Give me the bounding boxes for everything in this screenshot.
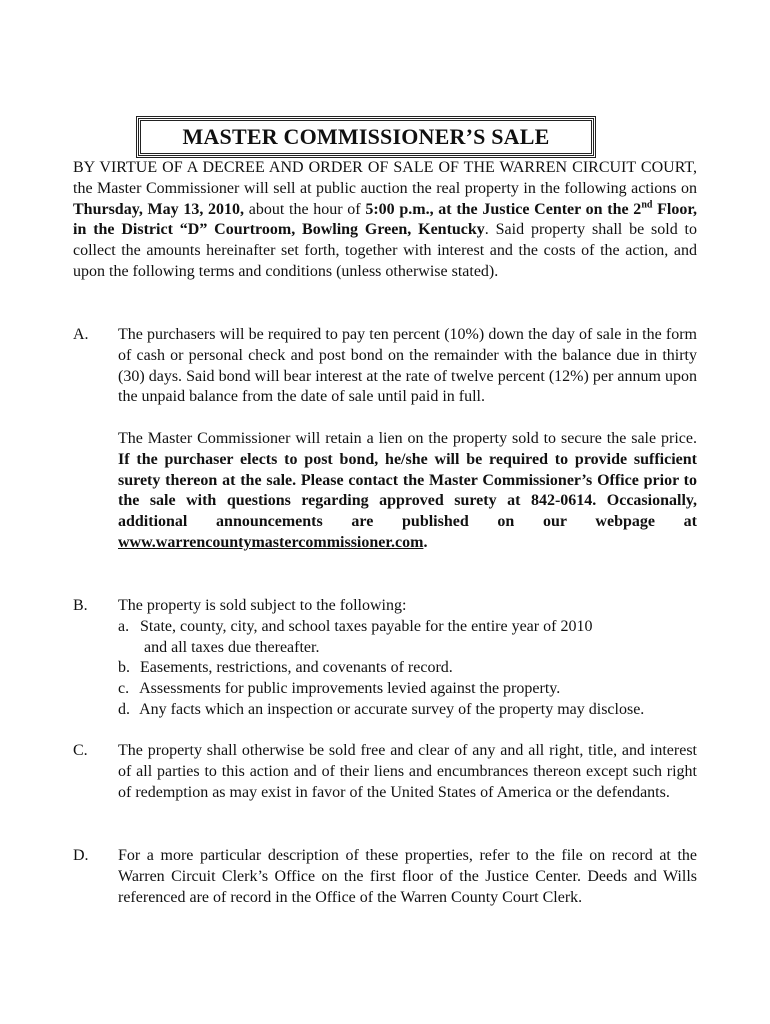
webpage-link[interactable]: www.warrencountymastercommissioner.com [118, 533, 424, 551]
floor-ordinal-suffix: nd [641, 199, 653, 211]
sub-text: Assessments for public improvements levied against the property. [139, 680, 561, 698]
section-b-item-b [118, 658, 697, 679]
intro-paragraph [73, 158, 697, 283]
page-title: MASTER COMMISSIONER’S SALE [182, 124, 550, 149]
section-a [73, 325, 697, 554]
section-b-item-a [118, 617, 697, 638]
section-a-p2-end: . [423, 533, 428, 551]
section-b-letter: B. [73, 597, 88, 614]
sub-text: Any facts which an inspection or accurate survey of the property may disclose. [139, 700, 645, 718]
sub-label: c. [118, 680, 130, 698]
section-a-letter: A. [73, 326, 89, 343]
section-c-letter: C. [73, 742, 88, 759]
sale-date: Thursday, May 13, 2010, [73, 200, 245, 218]
section-b-item-d [118, 700, 697, 721]
intro-text-2: about the hour of [244, 200, 366, 218]
sale-time-location-1: 5:00 p.m., at the Justice Center on the 2 [365, 200, 642, 218]
section-a-paragraph-1: The purchasers will be required to pay ten percent (10%) down the day of sale in the form of cash or personal check and post bond on the remainder with the balance due in thirty (30) days. Said bond will bear interest at the rate of twelve percent (12%) per annum upon the unpaid balance from the date of sale until paid in full. [118, 326, 697, 406]
sub-text: State, county, city, and school taxes payable for the entire year of 2010 [140, 617, 593, 635]
section-b-item-a-continuation: and all taxes due thereafter. [144, 638, 320, 656]
title-box [138, 118, 594, 156]
sub-label: b. [118, 659, 130, 677]
section-a-p2-bold: If the purchaser elects to post bond, he/she will be required to provide sufficient surety thereon at the sale. Please contact the Master Commissioner’s Office prior to the sale with questions regarding approved surety at 842-0614. Occasionally, additional announcements are published on our webpage at [118, 450, 697, 531]
section-d-text: For a more particular description of these properties, refer to the file on record at the Warren Circuit Clerk’s Office on the first floor of the Justice Center. Deeds and Wills referenced are of record in the Office of the Warren County Court Clerk. [118, 847, 697, 906]
sub-text: Easements, restrictions, and covenants of record. [140, 659, 453, 677]
sub-label: a. [118, 617, 130, 635]
section-a-p2-plain: The Master Commissioner will retain a lien on the property sold to secure the sale price. [118, 429, 697, 447]
section-a-paragraph-2 [118, 429, 697, 554]
sale-time-location-2: Floor, in the District “D” Courtroom, Bowling Green, Kentucky [73, 200, 697, 239]
section-b-item-c [118, 679, 697, 700]
section-b-lead: The property is sold subject to the following: [118, 597, 407, 614]
section-b [73, 596, 697, 721]
sub-label: d. [118, 700, 130, 718]
section-d-letter: D. [73, 847, 89, 864]
section-d [73, 846, 697, 908]
section-c [73, 741, 697, 803]
section-c-text: The property shall otherwise be sold free and clear of any and all right, title, and interest of all parties to this action and of their liens and encumbrances thereon except such right of redemption as may exist in favor of the United States of America or the defendants. [118, 742, 697, 801]
intro-text-3: . Said property shall be sold to collect the amounts hereinafter set forth, together with interest and the costs of the action, and upon the following terms and conditions (unless otherwise stated). [73, 221, 697, 280]
intro-text-1: BY VIRTUE OF A DECREE AND ORDER OF SALE OF THE WARREN CIRCUIT COURT, the Master Commissioner will sell at public auction the real property in the following actions on [73, 159, 697, 197]
